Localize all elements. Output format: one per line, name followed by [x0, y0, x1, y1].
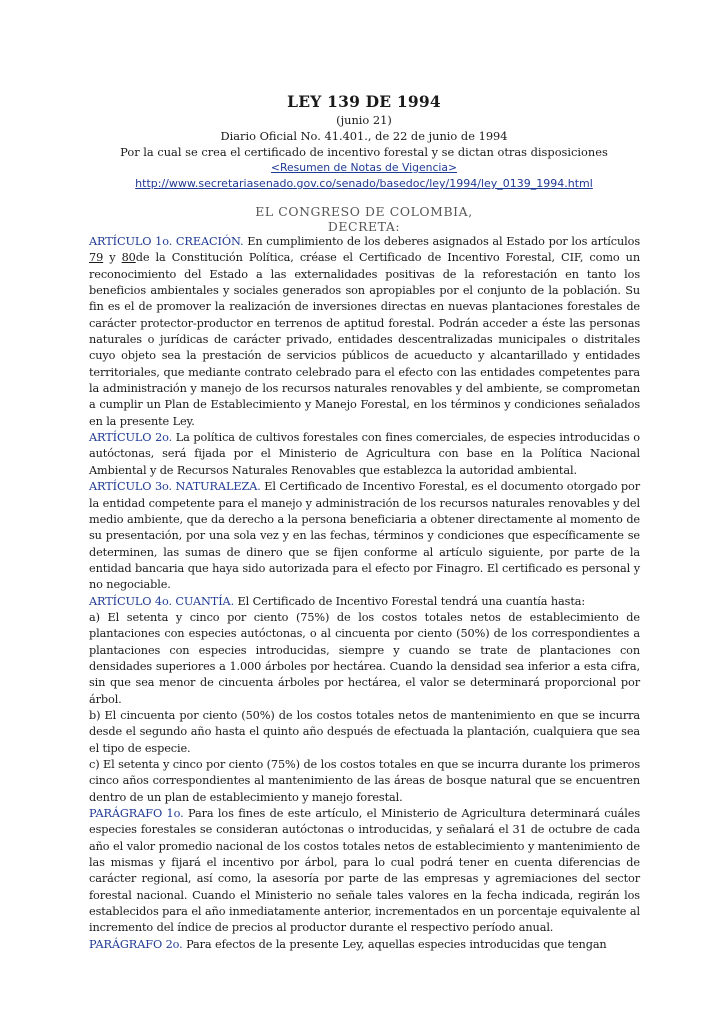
article-4: [89, 594, 640, 610]
article-4-text: El Certificado de Incentivo Forestal tendrá una cuantía hasta:: [234, 594, 586, 608]
article-1-text: En cumplimiento de los deberes asignados al Estado por los artículos: [243, 235, 640, 248]
diario-oficial-line: Diario Oficial No. 41.401., de 22 de junio de 1994: [220, 129, 508, 143]
paragrafo-2-text: Para efectos de la presente Ley, aquellas especies introducidas que tengan: [182, 937, 607, 951]
article-3: [89, 479, 640, 593]
article-4-item-c: c) El setenta y cinco por ciento (75%) de los costos totales en que se incurra durante los primeros cinco años correspondientes al mantenimiento de las áreas de bosque natural que se encuentren dentro de un plan de establecimiento y manejo forestal.: [89, 758, 640, 804]
article-4-label: ARTÍCULO 4o. CUANTÍA.: [89, 594, 235, 608]
article-3-text: El Certificado de Incentivo Forestal, es el documento otorgado por la entidad competente para el manejo y administración de los recursos naturales renovables y del medio ambiente, que da derecho a la persona beneficiaria a obtener directamente al momento de su presentación, por una sola vez y en las fechas, términos y condiciones que específicamente se determinen, las sumas de dinero que se fijen conforme al artículo siguiente, por parte de la entidad bancaria que haya sido autorizada para el efecto por Finagro. El certificado es personal y no negociable.: [89, 480, 640, 592]
article-3-label: ARTÍCULO 3o. NATURALEZA.: [89, 480, 261, 494]
law-body: [89, 234, 640, 953]
article-1: [89, 234, 640, 430]
article-4-item-a: a) El setenta y cinco por ciento (75%) de los costos totales netos de establecimiento de plantaciones con especies autóctonas, o al cincuenta por ciento (50%) de los correspondientes a plantaciones con especies introducidas, siempre y cuando se trate de plantaciones con densidades superiores a 1.000 árboles por hectárea. Cuando la densidad sea inferior a esta cifra, sin que sea menor de cincuenta árboles por hectárea, el valor se determinará proporcional por árbol.: [89, 610, 640, 706]
paragrafo-2-label: PARÁGRAFO 2o.: [89, 937, 183, 951]
article-2-label: ARTÍCULO 2o.: [89, 431, 173, 445]
law-date: (junio 21): [336, 113, 392, 127]
paragrafo-1-text: Para los fines de este artículo, el Ministerio de Agricultura determinará cuáles especies forestales se consideran autóctonas o introducidas, y señalará el 31 de octubre de cada año el valor promedio nacional de los costos totales netos de establecimiento y mantenimiento de las mismas y fijará el incentivo por árbol, para lo cual podrá tener en cuenta diferencias de carácter regional, así como, la asesoría por parte de las empresas y agremiaciones del sector forestal nacional. Cuando el Ministerio no señale tales valores en la fecha indicada, regirán los establecidos para el año inmediatamente anterior, incrementados en un porcentaje equivalente al incremento del índice de precios al productor durante el respectivo período anual.: [89, 807, 640, 935]
article-1-text-cont: de la Constitución Política, créase el Certificado de Incentivo Forestal, CIF, como un reconocimiento del Estado a las externalidades positivas de la reforestación en tanto los beneficios ambientales y sociales generados son apropiables por el conjunto de la población. Su fin es el de promover la realización de inversiones directas en nuevas plantaciones forestales de carácter protector-productor en terrenos de aptitud forestal. Podrán acceder a éste las personas naturales o jurídicas de carácter privado, entidades descentralizadas municipales o distritales cuyo objeto sea la prestación de servicios públicos de acueducto y alcantarillado y entidades territoriales, que mediante contrato celebrado para el efecto con las entidades competentes para la administración y manejo de los recursos naturales renovables y del ambiente, se comprometan a cumplir un Plan de Establecimiento y Manejo Forestal, en los términos y condiciones señalados en la presente Ley.: [89, 251, 640, 428]
paragrafo-2: [89, 937, 640, 953]
article-4-item-b: b) El cincuenta por ciento (50%) de los costos totales netos de mantenimiento en que se incurra desde el segundo año hasta el quinto año después de efectuada la plantación, cualquiera que sea el tipo de especie.: [89, 708, 640, 755]
article-1-text-connector: y: [103, 251, 122, 265]
article-2-text: La política de cultivos forestales con fines comerciales, de especies introducidas o autóctonas, será fijada por el Ministerio de Agricultura con base en la Política Nacional Ambiental y de Recursos Naturales Renovables que establezca la autoridad ambiental.: [89, 431, 640, 477]
article-2: [89, 430, 640, 479]
paragrafo-1-label: PARÁGRAFO 1o.: [89, 807, 184, 821]
article-1-label: ARTÍCULO 1o. CREACIÓN.: [89, 235, 244, 248]
law-title: LEY 139 DE 1994: [287, 92, 441, 111]
decreta-heading: DECRETA:: [327, 219, 401, 234]
paragrafo-1: [89, 806, 640, 937]
resumen-notas-link[interactable]: <Resumen de Notas de Vigencia>: [270, 161, 458, 174]
article-79-link[interactable]: 79: [89, 251, 104, 265]
congreso-heading: EL CONGRESO DE COLOMBIA,: [255, 204, 473, 219]
law-purpose: Por la cual se crea el certificado de incentivo forestal y se dictan otras disposiciones: [120, 145, 608, 159]
source-url-link[interactable]: http://www.secretariasenado.gov.co/senado/basedoc/ley/1994/ley_0139_1994.html: [135, 177, 593, 190]
article-80-link[interactable]: 80: [121, 251, 136, 265]
